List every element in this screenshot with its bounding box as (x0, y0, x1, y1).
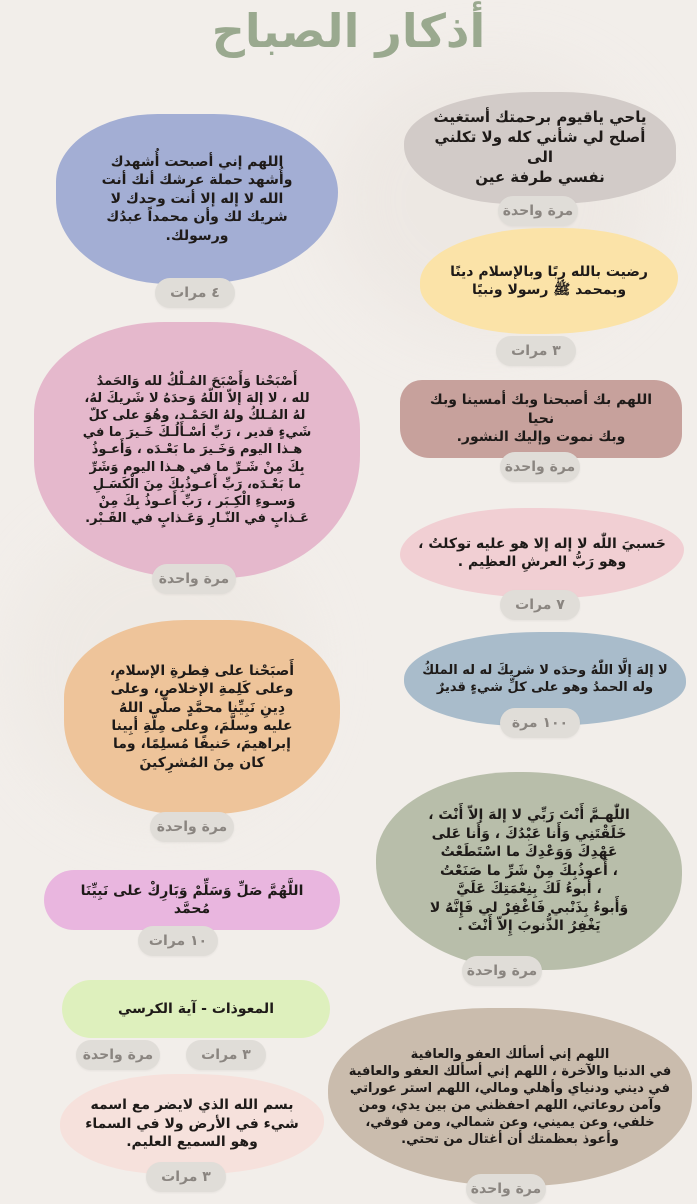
dhikr-text: اللَّهُمَّ صَلِّ وَسَلِّمْ وَبَارِكْ على نَبِيِّنَا مُحمَّد (80, 882, 304, 917)
count-badge: ١٠ مرات (138, 926, 218, 956)
dhikr-fitrat-islam (64, 620, 340, 814)
dhikr-asbahna-mulk (34, 322, 360, 578)
count-badge: ٧ مرات (500, 590, 580, 620)
dhikr-text: لا إلهَ إلَّا اللّٰهُ وحدَه لا شريكَ له له الملكُ وله الحمدُ وهو على كلِّ شيءٍ قديرٌ (422, 662, 668, 695)
page-title: أذكار الصباح (211, 4, 486, 58)
dhikr-text: اللهم إني أصبحت أُشهدك وأُشهد حملة عرشك أنك أنت الله لا إله إلا أنت وحدك لا شريك لك وأن محمداً عبدُك ورسولك. (101, 153, 293, 244)
dhikr-text: ياحي ياقيوم برحمتك أستغيث أصلح لي شأني كله ولا تكلني الى نفسي طرفة عين (433, 108, 647, 186)
dhikr-ashhaduk (56, 114, 338, 284)
dhikr-text: رضيت بالله ربًا وبالإسلام دينًا وبمحمد ﷺ رسولا ونبيًا (450, 263, 648, 298)
count-badge: مرة واحدة (462, 956, 542, 986)
dhikr-sayyid-istighfar (376, 772, 682, 970)
dhikr-salat-nabi (44, 870, 340, 930)
dhikr-text: أَصْبَحْنا وَأَصْبَحَ المُـلْكُ لله وَالحَمدُ لله ، لا إلهَ إلاّ اللّهُ وَحدَهُ لا شَريكَ لهُ، لهُ المُـلكُ ولهُ الحَمْـد، وهُوَ على كلّ شَيءٍ قدير ، رَبِّ أسْـأَلُـكَ خَـيرَ ما في هـذا اليوم وَخَـيرَ ما بَعْـدَه ، وَأَعـوذُ بِكَ مِنْ شَـرِّ ما في هـذا اليوم وَشَرِّ ما بَعْـدَه، رَبِّ أَعـوذُبِكَ مِنَ الْكَسَـلِ وَسـوءِ الْكِـبَر ، رَبِّ أَعـوذُ بِكَ مِنْ عَـذابٍ في النّـارِ وَعَـذابٍ في القَـبْر. (82, 373, 312, 527)
dhikr-muawwidhat (62, 980, 330, 1038)
count-badge-secondary: مرة واحدة (76, 1040, 160, 1070)
dhikr-afw-afiya (328, 1008, 692, 1186)
dhikr-bika-asbahna (400, 380, 682, 458)
count-badge: مرة واحدة (152, 564, 236, 594)
dhikr-text: اللهم إني أسألك العفو والعافية في الدنيا والآخرة ، اللهم إني أسألك العفو والعافية في ديني ودنياي وأهلي ومالي، اللهم استر عوراتي وآمن روعاتي، اللهم احفظني من بين يدي، ومن خلفي، وعن يميني، وعن شمالي، ومن فوقي، وأعوذ بعظمتك أن أغتال من تحتي. (348, 1046, 672, 1148)
dhikr-text: حَسبيَ اللّٰه لا إله إلا هو عليه توكلتُ ، وهو رَبُّ العرشِ العظِيم . (418, 535, 666, 570)
dhikr-text: أَصبَحْنا على فِطرةِ الإسلامِ، وعلى كَلِمةِ الإخلاصِ، وعلى دِينِ نَبِيِّنا محمَّدٍ صلَّى اللهُ عليه وسلَّمَ، وعلى مِلَّةِ أبِينا إبراهيمَ، حَنيفًا مُسلِمًا، وما كان مِنَ المُشرِكينَ (109, 662, 295, 771)
count-badge: ٣ مرات (186, 1040, 266, 1070)
count-badge: مرة واحدة (498, 196, 578, 226)
dhikr-ya-hayy (404, 92, 676, 204)
count-badge: ٣ مرات (146, 1162, 226, 1192)
dhikr-hasbiya (400, 508, 684, 598)
count-badge: ٣ مرات (496, 336, 576, 366)
dhikr-text: المعوذات - آية الكرسي (118, 1000, 274, 1017)
count-badge: مرة واحدة (500, 452, 580, 482)
count-badge: مرة واحدة (150, 812, 234, 842)
dhikr-bismillah (60, 1074, 324, 1174)
dhikr-raditu (420, 228, 678, 334)
dhikr-text: بسم الله الذي لايضر مع اسمه شيء في الأرض ولا في السماء وهو السميع العليم. (85, 1097, 299, 1151)
count-badge: ٤ مرات (155, 278, 235, 308)
count-badge: مرة واحدة (466, 1174, 546, 1204)
dhikr-text: اللهم بك أصبحنا وبك أمسينا وبك نحيا وبك نموت وإليك النشور. (429, 392, 653, 446)
dhikr-text: اللّٰهـمَّ أَنْتَ رَبِّي لا إلهَ إلاّ أَنْتَ ، خَلَقْتَنِي وَأَنا عَبْدُكَ ، وَأَنا عَلى عَهْدِكَ وَوَعْدِكَ ما اسْتَطَعْتُ ، أَعوذُبِكَ مِنْ شَرِّ ما صَنَعْتُ ، أَبوءُ لَكَ بِنِعْمَتِكَ عَلَيَّ وَأَبوءُ بِذَنْبي فَاغْفِرْ لي فَإِنَّهُ لا يَغْفِرُ الذُّنوبَ إِلاّ أَنْتَ . (428, 807, 630, 935)
count-badge: ١٠٠ مرة (500, 708, 580, 738)
